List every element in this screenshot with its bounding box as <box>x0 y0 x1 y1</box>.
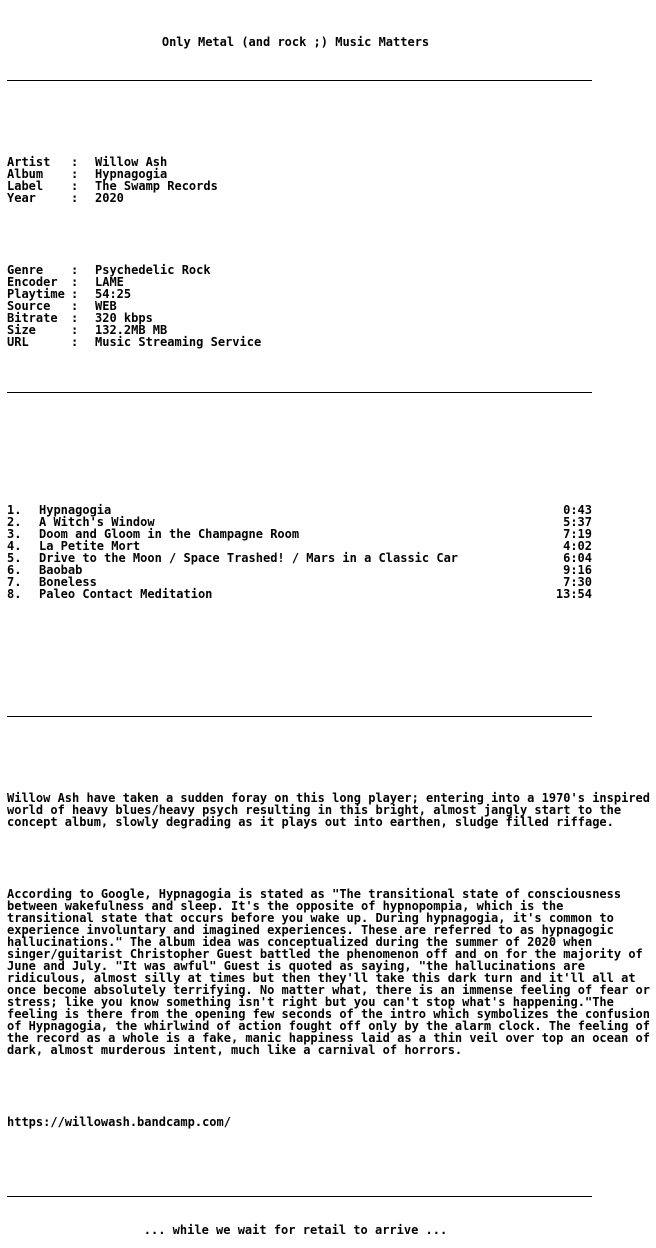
track-title: Boneless <box>39 575 97 589</box>
info-value: 320 kbps <box>95 311 153 325</box>
track-number: 7. <box>7 575 22 589</box>
track-duration: 7:19 <box>563 527 592 541</box>
track-duration: 5:37 <box>563 515 592 529</box>
info-key: Genre <box>7 263 44 277</box>
info-separator: : <box>71 311 79 325</box>
info-value: Psychedelic Rock <box>95 263 211 277</box>
info-row-url <box>7 336 652 348</box>
review-paragraph-2: According to Google, Hypnagogia is stated as "The transitional state of consciousness between wakefulness and sleep. It's the opposite of hypnopompia, which is the transitional state that occurs before you wake up. During hypnagogia, it's common to experience involuntary and imagined experiences. These are referred to as hypnagogic hallucinations." The album idea was conceptualized during the summer of 2020 when singer/guitarist Christopher Guest battled the phenomenon off and on for the majority of June and July. "It was awful" Guest is quoted as saying, "the hallucinations are ridiculous, almost silly at times but then they'll take this dark turn and it'll all at once become absolutely terrifying. No matter what, there is an immense feeling of fear or stress; like you know something isn't right but you can't stop what's happening."The feeling is there from the opening few seconds of the intro which symbolizes the confusion of Hypnagogia, the whirlwind of action fought off only by the alarm clock. The feeling of the record as a whole is a fake, manic happiness laid as a thin veil over top an ocean of dark, almost murderous intent, much like a carnival of horrors. <box>7 887 650 1057</box>
info-value: Hypnagogia <box>95 167 168 181</box>
track-title: La Petite Mort <box>39 539 141 553</box>
info-separator: : <box>71 335 79 349</box>
info-value: Willow Ash <box>95 155 168 169</box>
track-number: 8. <box>7 587 22 601</box>
info-key: Encoder <box>7 275 58 289</box>
track-title: Drive to the Moon / Space Trashed! / Mars in a Classic Car <box>39 551 459 565</box>
divider-tracks <box>7 708 652 720</box>
page-title: Only Metal (and rock ;) Music Matters <box>161 35 430 49</box>
info-value: 54:25 <box>95 287 132 301</box>
info-separator: : <box>71 275 79 289</box>
info-separator: : <box>71 323 79 337</box>
bandcamp-link[interactable]: https://willowash.bandcamp.com/ <box>7 1115 231 1129</box>
track-duration: 13:54 <box>555 587 592 601</box>
divider-top <box>7 72 652 84</box>
info-separator: : <box>71 287 79 301</box>
track-title: Baobab <box>39 563 83 577</box>
track-row <box>7 588 592 600</box>
info-row-year <box>7 192 652 204</box>
info-separator: : <box>71 191 79 205</box>
divider-info <box>7 384 652 396</box>
info-separator: : <box>71 179 79 193</box>
footer-text: ... while we wait for retail to arrive ... <box>143 1223 448 1237</box>
track-number: 2. <box>7 515 22 529</box>
info-separator: : <box>71 299 79 313</box>
track-number: 3. <box>7 527 22 541</box>
info-key: Size <box>7 323 36 337</box>
technical-info <box>7 264 652 348</box>
info-key: URL <box>7 335 29 349</box>
release-info <box>7 156 652 204</box>
divider-bottom <box>7 1188 652 1200</box>
track-number: 4. <box>7 539 22 553</box>
track-title: Paleo Contact Meditation <box>39 587 213 601</box>
info-key: Artist <box>7 155 51 169</box>
info-key: Label <box>7 179 44 193</box>
track-duration: 0:43 <box>563 503 592 517</box>
track-duration: 6:04 <box>563 551 592 565</box>
track-duration: 7:30 <box>563 575 592 589</box>
track-title: A Witch's Window <box>39 515 155 529</box>
info-value: 132.2MB MB <box>95 323 168 337</box>
review-paragraph-1: Willow Ash have taken a sudden foray on this long player; entering into a 1970's inspired world of heavy blues/heavy psych resulting in this bright, almost jangly start to the concept album, slowly degrading as it plays out into earthen, sludge filled riffage. <box>7 791 650 829</box>
track-title: Hypnagogia <box>39 503 112 517</box>
info-value: Music Streaming Service <box>95 335 262 349</box>
info-key: Year <box>7 191 36 205</box>
info-key: Playtime <box>7 287 65 301</box>
track-row <box>7 552 592 564</box>
info-value: WEB <box>95 299 117 313</box>
info-separator: : <box>71 167 79 181</box>
info-separator: : <box>71 155 79 169</box>
info-key: Album <box>7 167 44 181</box>
info-value: LAME <box>95 275 124 289</box>
info-separator: : <box>71 263 79 277</box>
track-duration: 4:02 <box>563 539 592 553</box>
track-title: Doom and Gloom in the Champagne Room <box>39 527 300 541</box>
info-value: 2020 <box>95 191 124 205</box>
track-number: 5. <box>7 551 22 565</box>
track-duration: 9:16 <box>563 563 592 577</box>
nfo-document <box>7 12 652 1248</box>
track-number: 6. <box>7 563 22 577</box>
tracklist <box>7 504 652 600</box>
info-key: Bitrate <box>7 311 58 325</box>
track-number: 1. <box>7 503 22 517</box>
info-value: The Swamp Records <box>95 179 218 193</box>
info-key: Source <box>7 299 51 313</box>
